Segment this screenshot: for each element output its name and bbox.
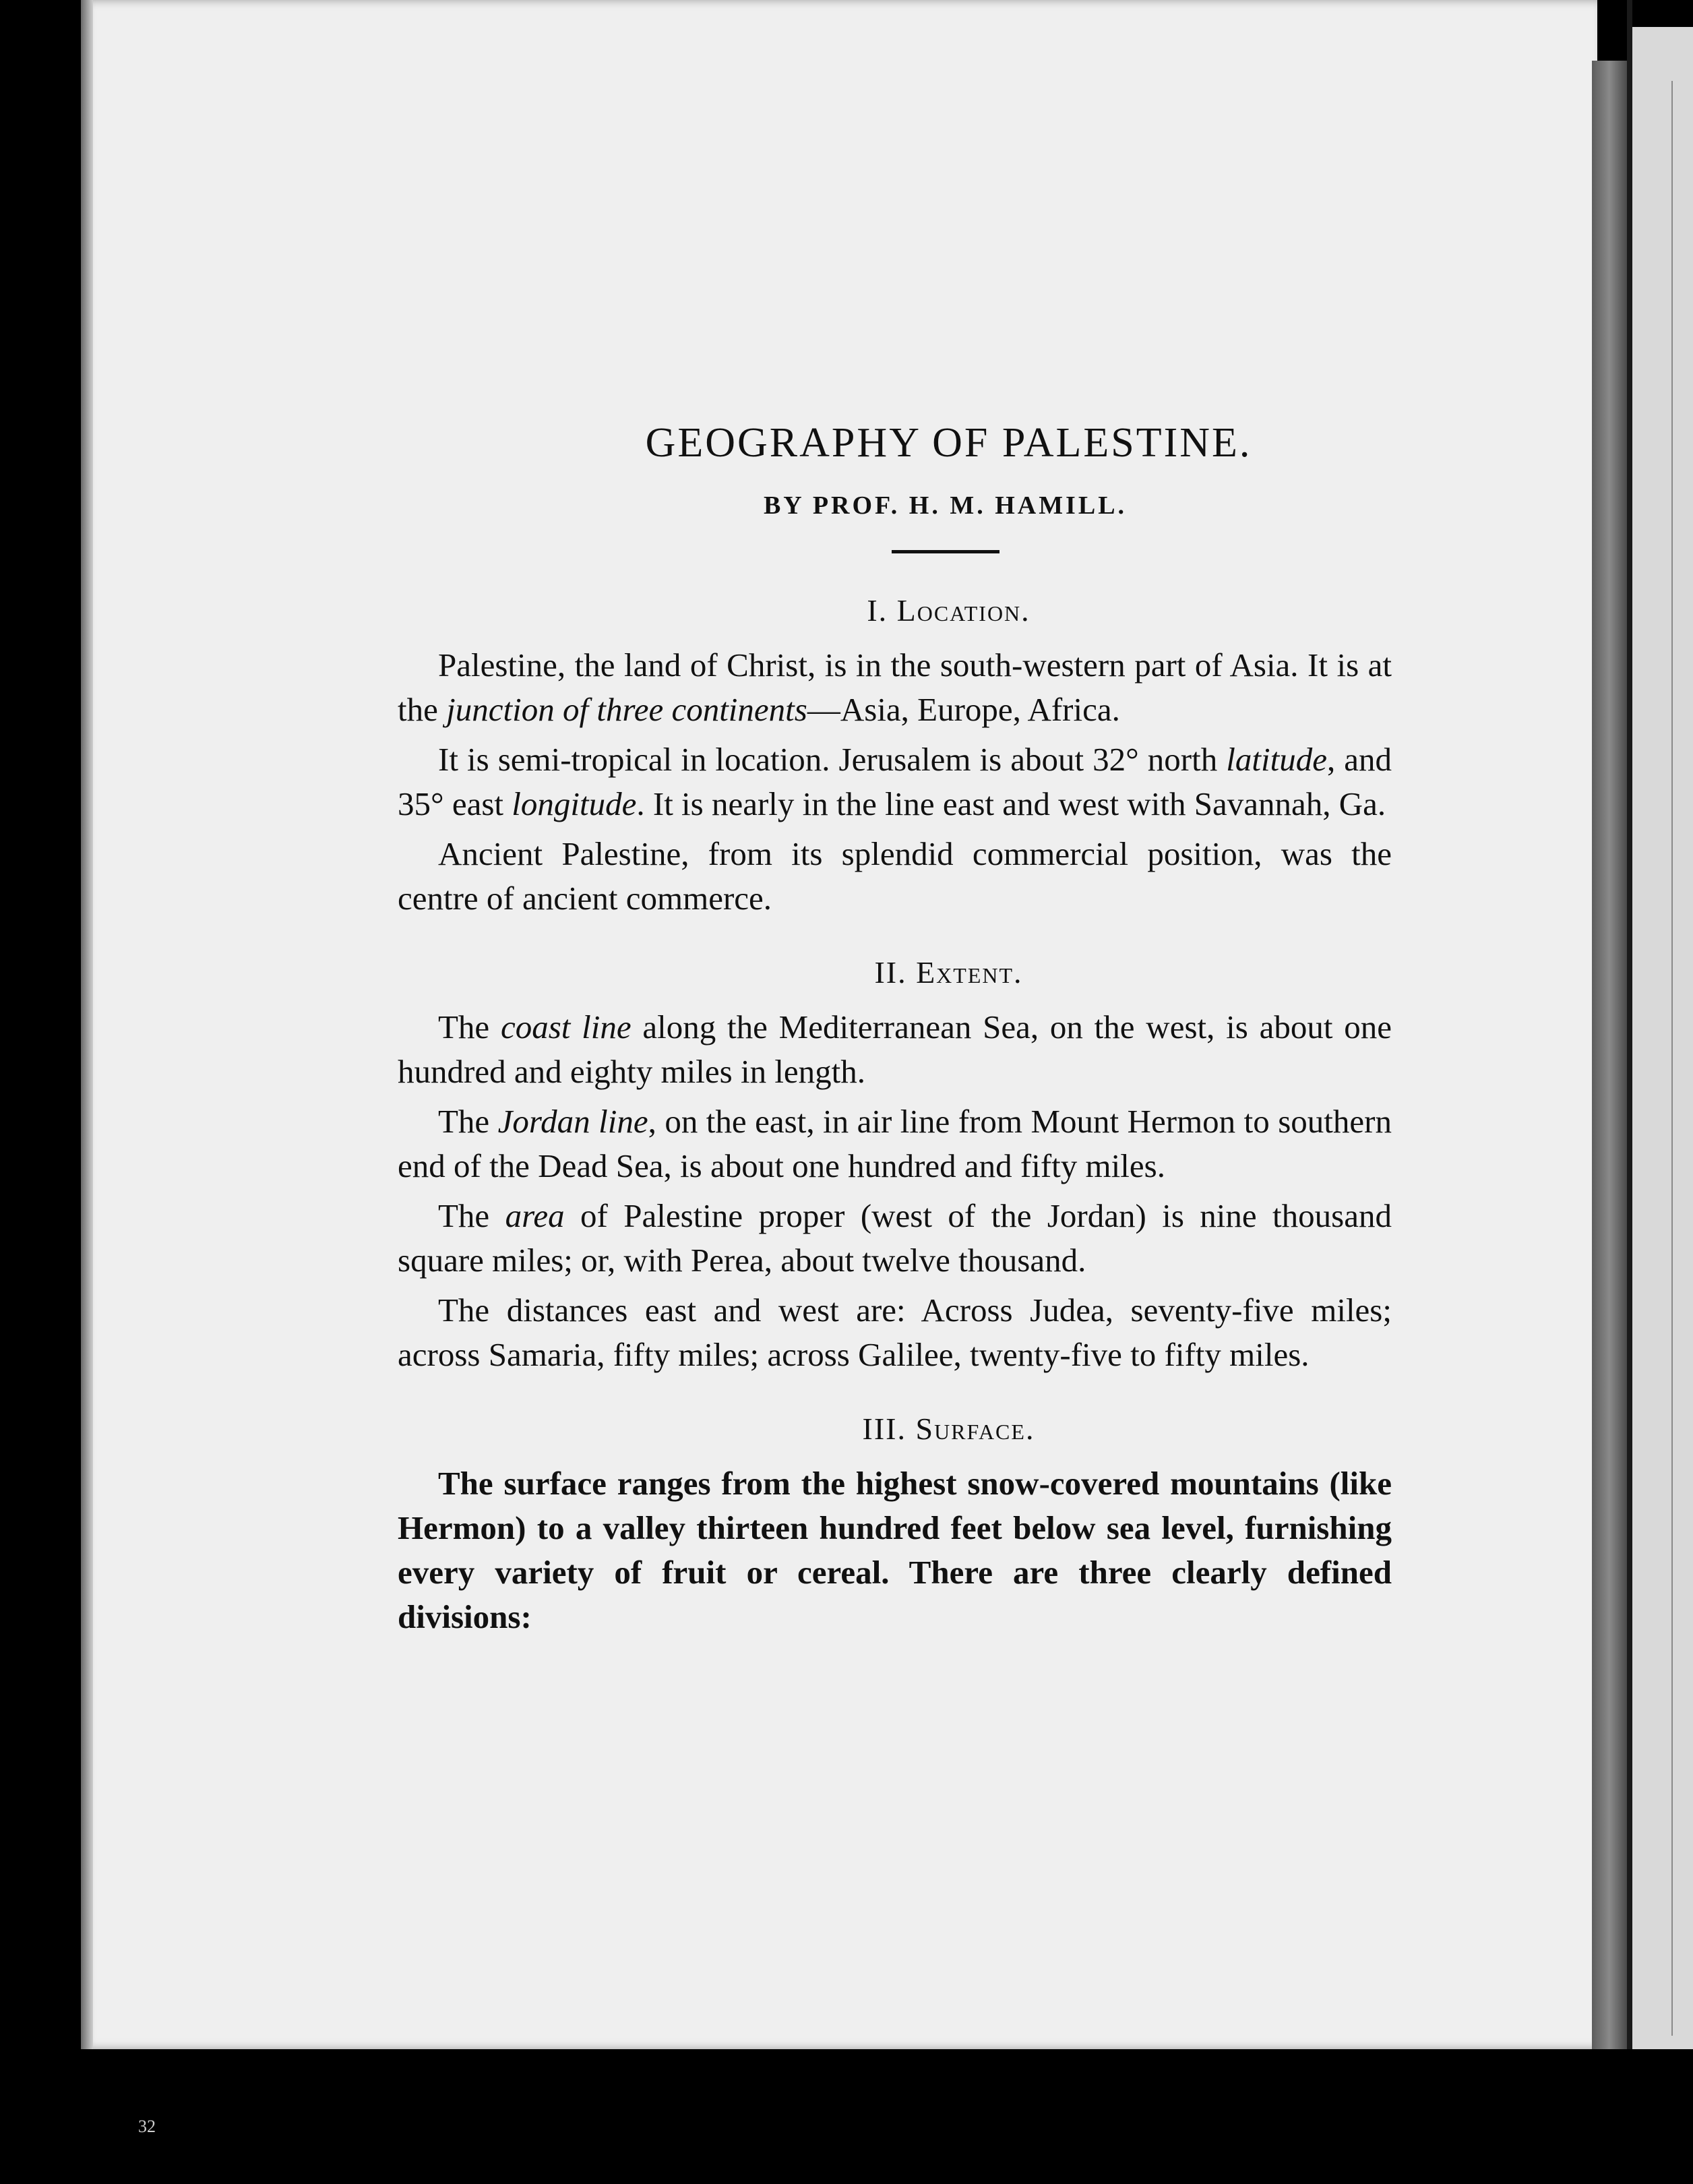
paragraph-location-3: Ancient Palestine, from its splendid commercial position, was the centre of ancient commerce.	[398, 835, 1392, 917]
text-run: It is semi-tropical in location. Jerusalem is about 32° north	[438, 741, 1227, 779]
paragraph-location-2	[398, 737, 1392, 826]
page-text	[398, 418, 1392, 1645]
section-heading-location: I. Location.	[867, 593, 1030, 628]
paragraph-surface-1: The surface ranges from the highest snow-covered mountains (like Hermon) to a valley thirteen hundred feet below sea level, furnishing every variety of fruit or cereal. There are three clearly defined divisions:	[398, 1465, 1392, 1636]
text-run: of Palestine proper (west of the Jordan) is nine thousand square miles; or, with Perea, about twelve thousand.	[398, 1197, 1392, 1279]
book-spine	[1592, 61, 1627, 2049]
italic-run: junction of three continents	[446, 691, 807, 729]
text-run: —Asia, Europe, Africa.	[807, 691, 1120, 729]
byline: BY PROF. H. M. HAMILL.	[763, 491, 1128, 520]
text-run: Palestine, the land of Christ, is in the south-western part of Asia. It is at the	[398, 646, 1392, 729]
italic-run: coast line	[500, 1008, 632, 1046]
italic-run: Jordan line	[497, 1103, 648, 1141]
paragraph-extent-4: The distances east and west are: Across Judea, seventy-five miles; across Samaria, fifty miles; across Galilee, twenty-five to fifty miles.	[398, 1292, 1392, 1374]
text-run: The	[438, 1008, 501, 1046]
adjacent-page-edge	[1632, 27, 1693, 2049]
page-left-edge	[81, 0, 93, 2049]
text-run: along the Mediterranean Sea, on the west, is about one hundred and eighty miles in length.	[398, 1008, 1392, 1091]
adjacent-page-line	[1671, 81, 1673, 2036]
italic-run: longitude	[512, 785, 637, 823]
paragraph-extent-3	[398, 1194, 1392, 1283]
italic-run: area	[505, 1197, 565, 1235]
italic-run: latitude	[1226, 741, 1327, 779]
spine-gutter	[1627, 0, 1632, 2049]
paragraph-extent-1	[398, 1005, 1392, 1094]
section-heading-surface: III. Surface.	[862, 1412, 1035, 1447]
text-run: The	[438, 1197, 505, 1235]
section-heading-extent: II. Extent.	[874, 955, 1023, 990]
text-run: , and 35° east	[398, 741, 1392, 823]
page-title: GEOGRAPHY OF PALESTINE.	[645, 420, 1252, 466]
text-run: , on the east, in air line from Mount Hermon to southern end of the Dead Sea, is about one hundred and fifty miles.	[398, 1103, 1392, 1185]
paragraph-extent-2	[398, 1099, 1392, 1188]
text-run: . It is nearly in the line east and west with Savannah, Ga.	[636, 785, 1386, 823]
corner-mark: 32	[138, 2117, 156, 2136]
paragraph-location-1	[398, 643, 1392, 732]
title-rule	[892, 550, 999, 553]
text-run: The	[438, 1103, 498, 1141]
